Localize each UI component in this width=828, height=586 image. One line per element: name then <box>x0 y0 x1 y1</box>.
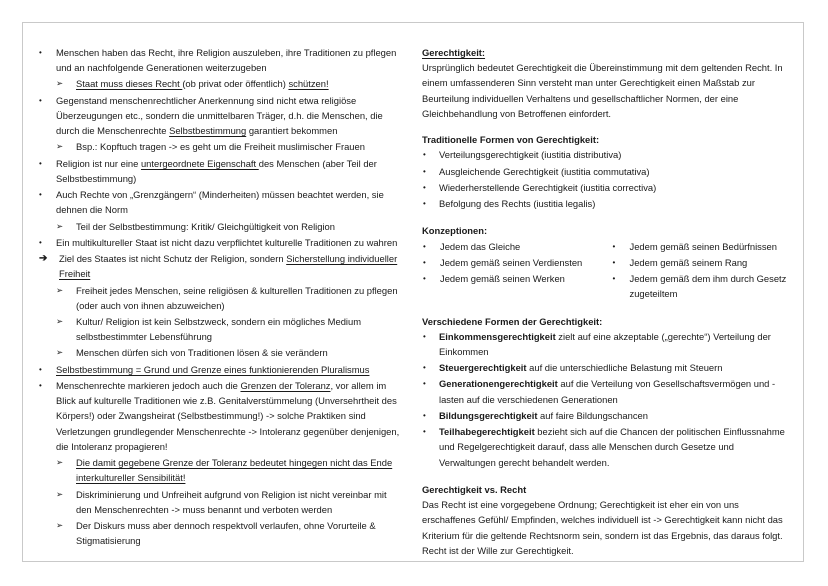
arrowhead-bullet-icon: ➢ <box>56 488 64 499</box>
traditionelle-formen-item-text: Befolgung des Rechts (iustitia legalis) <box>439 198 596 210</box>
verschiedene-formen-item <box>422 329 789 359</box>
bullet-dot-icon: • <box>39 190 42 200</box>
bullet-dot-icon: • <box>39 48 42 57</box>
traditionelle-formen-item-text: Ausgleichende Gerechtigkeit (iustitia commutativa) <box>439 165 650 177</box>
verschiedene-formen-item <box>422 424 789 470</box>
verschiedene-formen-list <box>422 329 789 470</box>
left-text-column <box>39 45 414 550</box>
bullet-dot-icon: • <box>423 150 426 160</box>
verschiedene-formen-item-term: Teilhabegerechtigkeit <box>439 426 535 438</box>
list-item <box>39 45 402 75</box>
konzeptionen-right-list <box>612 239 790 302</box>
konzeptionen-item-text: Jedem gemäß seinen Werken <box>440 273 565 285</box>
sub-bullet-list <box>39 139 402 154</box>
list-item <box>39 187 402 217</box>
list-item-text: Auch Rechte von „Grenzgängern“ (Minderheiten) müssen beachtet werden, sie dehnen die Norm <box>56 189 384 216</box>
traditionelle-formen-item <box>422 180 789 195</box>
bullet-dot-icon: • <box>423 257 426 267</box>
heading-gerechtigkeit-vs-recht: Gerechtigkeit vs. Recht <box>422 483 527 495</box>
bullet-dot-icon: • <box>423 199 426 209</box>
traditionelle-formen-item <box>422 147 789 162</box>
sub-list-item <box>56 76 402 91</box>
bullet-dot-icon: • <box>39 95 42 105</box>
list-item-text: Ziel des Staates ist nicht Schutz der Religion, sondern Sicherstellung individueller Freiheit <box>59 253 398 280</box>
left-column-bullet-list <box>39 45 402 549</box>
bullet-dot-icon: • <box>423 410 426 420</box>
verschiedene-formen-item-text: zielt auf eine akzeptable („gerechte“) Verteilung der Einkommen <box>439 330 771 357</box>
bullet-dot-icon: • <box>39 237 42 247</box>
bullet-dot-icon: • <box>39 158 42 168</box>
sub-list-item <box>56 487 402 517</box>
traditionelle-formen-item <box>422 196 789 211</box>
arrowhead-bullet-icon: ➢ <box>56 347 64 358</box>
verschiedene-formen-item-text: auf die unterschiedliche Belastung mit Steuern <box>526 362 723 374</box>
verschiedene-formen-item <box>422 376 789 406</box>
arrowhead-bullet-icon: ➢ <box>56 141 64 152</box>
bullet-dot-icon: • <box>423 241 426 251</box>
arrowhead-bullet-icon: ➢ <box>56 220 64 231</box>
sub-list-item-text: Teil der Selbstbestimmung: Kritik/ Gleichgültigkeit von Religion <box>76 220 335 232</box>
heading-verschiedene-formen: Verschiedene Formen der Gerechtigkeit: <box>422 315 603 327</box>
konzeptionen-item <box>422 239 606 254</box>
arrowhead-bullet-icon: ➢ <box>56 520 64 531</box>
spacer <box>422 303 789 314</box>
traditionelle-formen-item-text: Wiederherstellende Gerechtigkeit (iustitia correctiva) <box>439 181 657 193</box>
arrowhead-bullet-icon: ➢ <box>56 284 64 295</box>
konzeptionen-right-subcolumn <box>606 239 790 303</box>
bullet-dot-icon: • <box>612 274 616 284</box>
verschiedene-formen-item-text: auf faire Bildungschancen <box>537 409 648 421</box>
list-item <box>39 156 402 186</box>
bullet-dot-icon: • <box>423 182 426 192</box>
sub-list-item <box>56 139 402 154</box>
document-page-frame <box>22 22 804 562</box>
list-item-text: Selbstbestimmung = Grund und Grenze eines funktionierenden Pluralismus <box>56 363 370 375</box>
bullet-dot-icon: • <box>39 380 42 390</box>
sub-list-item <box>56 314 402 344</box>
spacer <box>422 471 789 482</box>
konzeptionen-item-text: Jedem gemäß seinen Verdiensten <box>440 256 583 268</box>
list-item-text: Menschenrechte markieren jedoch auch die Grenzen der Toleranz, vor allem im Blick auf kulturelle Traditionen wie z.B. Genitalverstümmelung (Unversehrtheit des Körpers!) oder Zwangsheirat (Selbstbestimmung!) -> solche Praktiken sind Verletzungen grundlegender Menschenrechte -> Intoleranz gegenüber denjenigen, die Intoleranz propagieren! <box>56 379 400 452</box>
bullet-dot-icon: • <box>423 363 426 373</box>
verschiedene-formen-item <box>422 360 789 375</box>
sub-list-item <box>56 219 402 234</box>
konzeptionen-item <box>612 271 790 301</box>
arrowhead-bullet-icon: ➢ <box>56 457 64 468</box>
heading-gerechtigkeit: Gerechtigkeit: <box>422 47 486 58</box>
konzeptionen-left-subcolumn <box>422 239 606 288</box>
paragraph-gerechtigkeit-vs-recht: Das Recht ist eine vorgegebene Ordnung; Gerechtigkeit ist eher ein von uns erschaffenes Gefühl/ Empfinden, welches individuell ist -> Gerechtigkeit kann nicht das Kriterium für die geltende Rechtsnorm sein, sondern ist das Ergebnis, das daraus folgt. Recht ist der Wille zur Gerechtigkeit. <box>422 499 783 556</box>
list-item <box>39 93 402 139</box>
sub-list-item-text: Der Diskurs muss aber dennoch respektvoll verlaufen, ohne Vorurteile & Stigmatisierung <box>76 520 376 547</box>
konzeptionen-item <box>612 239 790 254</box>
konzeptionen-left-list <box>422 239 606 287</box>
sub-list-item <box>56 518 402 548</box>
traditionelle-formen-item-text: Verteilungsgerechtigkeit (iustitia distributiva) <box>439 149 622 161</box>
list-item-text: Gegenstand menschenrechtlicher Anerkennung sind nicht etwa religiöse Überzeugungen etc., sondern die unmittelbaren Träger, d.h. die Menschen, die durch die Menschenrechte Selbstbestimmung garantiert bekommen <box>56 94 383 137</box>
verschiedene-formen-item-term: Einkommensgerechtigkeit <box>439 330 556 342</box>
sub-list-item-text: Staat muss dieses Recht (ob privat oder öffentlich) schützen! <box>76 78 329 90</box>
sub-list-item-text: Diskriminierung und Unfreiheit aufgrund von Religion ist nicht vereinbar mit den Menschenrechten -> muss benannt und verboten werden <box>76 488 387 515</box>
bullet-dot-icon: • <box>423 379 426 389</box>
list-item <box>39 362 402 377</box>
konzeptionen-item-text: Jedem gemäß dem ihm durch Gesetz zugeteiltem <box>629 273 787 300</box>
konzeptionen-item <box>422 271 606 286</box>
heading-konzeptionen: Konzeptionen: <box>422 225 488 237</box>
konzeptionen-two-column-grid <box>422 239 789 303</box>
sub-list-item-text: Bsp.: Kopftuch tragen -> es geht um die Freiheit muslimischer Frauen <box>76 141 365 153</box>
konzeptionen-item <box>612 255 790 270</box>
spacer <box>422 212 789 223</box>
sub-list-item-text: Menschen dürfen sich von Traditionen lösen & sie verändern <box>76 347 328 359</box>
verschiedene-formen-item-term: Steuergerechtigkeit <box>439 362 527 374</box>
arrow-bullet-icon: ➔ <box>39 253 48 265</box>
sub-list-item <box>56 455 402 485</box>
sub-list-item-text: Die damit gegebene Grenze der Toleranz bedeutet hingegen nicht das Ende interkultureller Sensibilität! <box>76 457 393 484</box>
konzeptionen-item-text: Jedem gemäß seinem Rang <box>629 256 748 268</box>
bullet-dot-icon: • <box>612 257 616 267</box>
verschiedene-formen-item-text: auf die Verteilung von Gesellschaftsvermögen und - lasten auf die verschiedenen Generationen <box>439 378 776 405</box>
verschiedene-formen-item-text: bezieht sich auf die Chancen der politischen Einflussnahme und Regelgerechtigkeit darauf, dass alle Menschen durch Gesetze und Verwaltungen gerecht behandelt werden. <box>439 426 785 468</box>
list-item-text: Menschen haben das Recht, ihre Religion auszuleben, ihre Traditionen zu pflegen und an nachfolgende Generationen weiterzugeben <box>56 47 397 74</box>
verschiedene-formen-item-term: Bildungsgerechtigkeit <box>439 409 538 421</box>
traditionelle-formen-item <box>422 164 789 179</box>
sub-bullet-list <box>39 455 402 548</box>
sub-list-item-text: Freiheit jedes Menschen, seine religiösen & kulturellen Traditionen zu pflegen (oder auch von ihnen abzuweichen) <box>76 284 398 311</box>
konzeptionen-item <box>422 255 606 270</box>
arrowhead-bullet-icon: ➢ <box>56 78 64 89</box>
spacer <box>422 121 789 132</box>
sub-list-item <box>56 345 402 360</box>
bullet-dot-icon: • <box>39 364 42 374</box>
verschiedene-formen-item-term: Generationengerechtigkeit <box>439 378 558 390</box>
sub-list-item <box>56 283 402 313</box>
sub-bullet-list <box>39 219 402 234</box>
bullet-dot-icon: • <box>423 331 426 341</box>
list-item <box>39 235 402 250</box>
list-item <box>39 378 402 454</box>
list-item-text: Ein multikultureller Staat ist nicht dazu verpflichtet kulturelle Traditionen zu wahren <box>56 236 398 248</box>
heading-traditionelle-formen: Traditionelle Formen von Gerechtigkeit: <box>422 134 600 146</box>
paragraph-gerechtigkeit-intro: Ursprünglich bedeutet Gerechtigkeit die Übereinstimmung mit dem geltenden Recht. In einem umfassenderen Sinn versteht man unter Gerechtigkeit einen Maßstab zur Beurteilung individuellen Verhaltens und gesellschaftlicher Normen, der eine Gleichbehandlung von Betroffenen einfordert. <box>422 62 783 119</box>
sub-list-item-text: Kultur/ Religion ist kein Selbstzweck, sondern ein mögliches Medium selbstbestimmter Lebensführung <box>76 315 362 343</box>
arrowhead-bullet-icon: ➢ <box>56 315 64 326</box>
konzeptionen-item-text: Jedem gemäß seinen Bedürfnissen <box>629 240 777 252</box>
right-text-column <box>414 45 789 558</box>
bullet-dot-icon: • <box>423 427 426 437</box>
list-item-arrow <box>39 251 402 281</box>
bullet-dot-icon: • <box>612 241 616 251</box>
list-item-text: Religion ist nur eine untergeordnete Eigenschaft des Menschen (aber Teil der Selbstbestimmung) <box>56 157 377 184</box>
sub-bullet-list <box>39 76 402 91</box>
bullet-dot-icon: • <box>423 166 426 176</box>
verschiedene-formen-item <box>422 408 789 423</box>
two-column-layout <box>23 23 803 561</box>
traditionelle-formen-list <box>422 147 789 211</box>
sub-bullet-list <box>39 283 402 361</box>
bullet-dot-icon: • <box>423 274 426 284</box>
konzeptionen-item-text: Jedem das Gleiche <box>440 240 521 252</box>
